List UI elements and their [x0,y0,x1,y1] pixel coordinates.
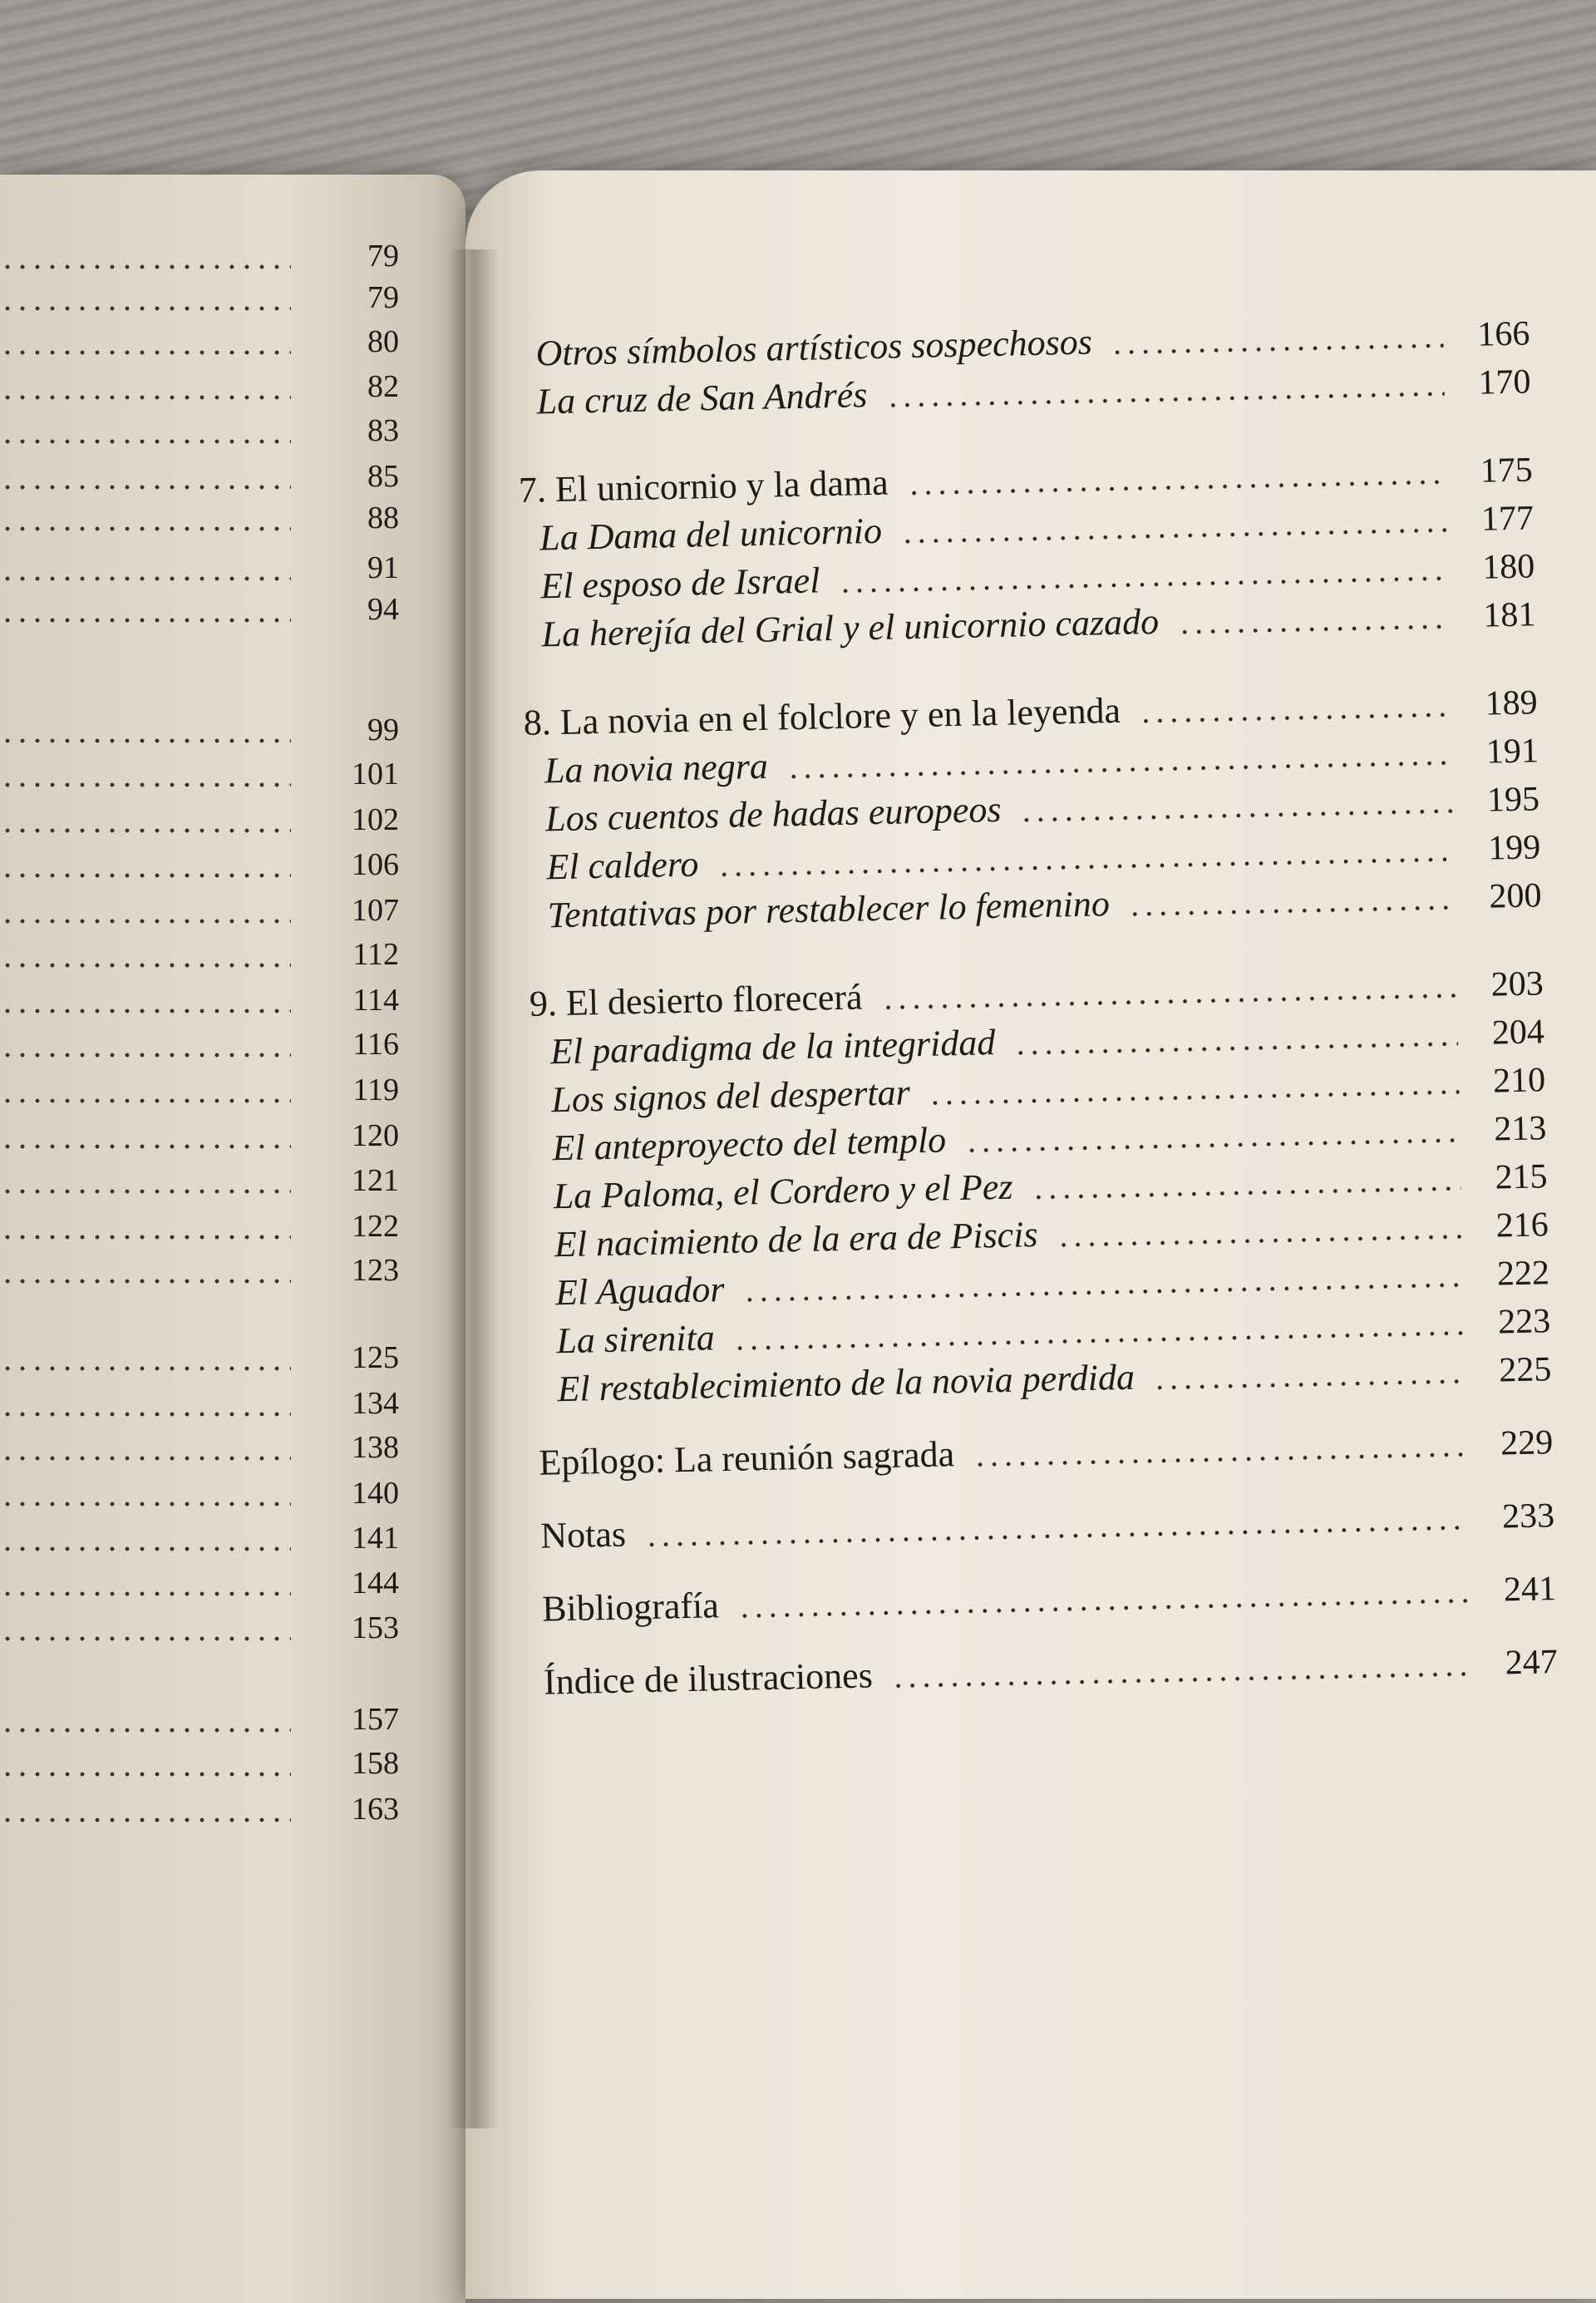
leader-dots [973,1448,1466,1470]
toc-entry-label: La Dama del unicornio [539,510,883,559]
leader-dots [733,1327,1465,1354]
leader-dots [0,1723,291,1738]
left-page-entry [0,407,399,449]
leader-dots [0,345,291,360]
leader-dots [0,521,291,536]
left-page-number: 80 [367,324,399,359]
toc-entry-page: 181 [1482,595,1536,635]
toc-entry-page: 166 [1476,314,1530,354]
toc-entry-page: 180 [1481,547,1535,587]
leader-dots [1177,621,1450,639]
toc-entry-page: 223 [1497,1302,1551,1342]
leader-dots [0,301,291,316]
left-page-number: 101 [352,757,399,792]
left-page-entry [0,453,399,495]
toc-entry-page: 215 [1495,1157,1549,1197]
leader-dots [1057,1230,1463,1250]
left-page-number: 163 [352,1792,399,1827]
leader-dots [0,1361,291,1376]
leader-dots [1013,1038,1458,1058]
left-page-entry [0,545,399,586]
left-page-number: 140 [352,1476,399,1511]
left-page-number: 120 [352,1118,399,1153]
toc-entry-label: El nacimiento de la era de Piscis [554,1214,1039,1265]
leader-dots [0,259,291,274]
left-page-number: 153 [352,1610,399,1645]
leader-dots [1153,1375,1465,1393]
leader-dots [0,733,291,748]
left-page-number: 116 [352,1027,399,1062]
left-page-entry [0,318,399,360]
left-page-entry [0,751,399,792]
left-page-number: 119 [352,1073,399,1107]
left-page-number: 138 [352,1430,399,1465]
left-page-entry [0,586,399,628]
left-page-number: 134 [352,1386,399,1421]
toc-entry-page: 191 [1485,732,1539,772]
left-page-entry [0,1067,399,1108]
left-page-entry [0,887,399,929]
toc-entry-label: El esposo de Israel [539,560,820,607]
toc-chapter-page: 203 [1490,964,1544,1004]
leader-dots [891,1668,1471,1692]
left-page-entry [0,1786,399,1827]
left-page-number: 83 [367,413,399,448]
toc-back-matter-label: Bibliografía [541,1585,720,1630]
leader-dots [0,1093,291,1108]
left-page-number: 123 [352,1253,399,1288]
left-page-number: 94 [367,592,399,627]
leader-dots [839,573,1449,597]
leader-dots [0,1767,291,1782]
left-page-entry [0,1424,399,1466]
toc-back-matter-page: 233 [1501,1497,1555,1536]
left-page-number: 85 [367,459,399,494]
leader-dots [0,1004,291,1018]
left-page-entry [0,233,399,274]
toc-back-matter-label: Notas [539,1513,627,1556]
toc-chapter-page: 189 [1485,683,1539,723]
left-page-entry [0,1470,399,1511]
toc-entry-label: El paradigma de la integridad [549,1022,996,1073]
leader-dots [1128,901,1456,920]
leader-dots [0,613,291,628]
toc-entry-page: 213 [1493,1109,1547,1149]
leader-dots [0,868,291,883]
leader-dots [0,1812,291,1827]
toc-back-matter-page: 229 [1500,1423,1554,1463]
leader-dots [1032,1182,1461,1203]
leader-dots [0,823,291,838]
toc-entry-label: El anteproyecto del templo [552,1119,947,1169]
leader-dots [786,757,1452,783]
leader-dots [0,480,291,495]
toc-back-matter-label: Índice de ilustraciones [543,1655,874,1703]
left-page-number: 125 [352,1340,399,1375]
left-page-number: 122 [352,1209,399,1244]
left-page-number: 99 [367,713,399,747]
leader-dots [1020,805,1454,826]
left-page-number: 79 [367,280,399,315]
toc-back-matter-page: 247 [1505,1643,1559,1683]
left-page-entry [0,1605,399,1646]
toc-entry-label: El restablecimiento de la novia perdida [557,1356,1135,1410]
leader-dots [0,777,291,792]
left-page-number: 141 [352,1521,399,1556]
left-page-number: 157 [352,1702,399,1737]
toc-entry-page: 204 [1491,1013,1545,1053]
toc-entry-page: 210 [1492,1061,1546,1101]
leader-dots [0,1586,291,1601]
left-page-entry [0,1380,399,1422]
left-page-entry [0,1560,399,1601]
leader-dots [0,1274,291,1289]
toc-back-matter-page: 241 [1503,1570,1557,1610]
left-page-entry [0,841,399,883]
toc-entry-page: 177 [1480,499,1534,539]
toc-entry-label: Otros símbolos artísticos sospechosos [535,321,1093,374]
leader-dots [0,1497,291,1511]
leader-dots [0,1541,291,1556]
toc-entry-page: 199 [1487,828,1541,868]
left-page-number: 106 [352,847,399,882]
left-page-number: 79 [367,239,399,274]
left-page-number: 114 [352,983,399,1018]
toc-entry-label: La herejía del Grial y el unicornio cazado [541,600,1160,655]
toc-entry-label: El caldero [545,843,699,888]
leader-dots [1139,709,1451,727]
toc-entry-page: 195 [1486,780,1540,820]
left-page-entry [0,1112,399,1154]
toc-chapter-label: 8. La novia en el folclore y en la leyenda [523,689,1121,743]
left-page [0,175,466,2303]
left-page-entry [0,363,399,405]
leader-dots [900,525,1447,548]
toc-chapter-page: 175 [1480,451,1534,491]
toc-chapter-label: 9. El desierto florecerá [529,976,864,1024]
left-page-entry [0,1021,399,1063]
toc-entry-page: 216 [1495,1206,1549,1245]
left-page-entry [0,1247,399,1289]
leader-dots [743,1279,1464,1305]
toc-entry-label: Tentativas por restablecer lo femenino [547,883,1111,936]
left-page-entry [0,1334,399,1376]
toc-entry-label: El Aguador [554,1268,725,1314]
left-page-entry [0,1740,399,1782]
left-page-entry [0,1515,399,1556]
leader-dots [0,914,291,929]
leader-dots [964,1134,1460,1156]
left-page-number: 82 [367,369,399,404]
toc-entry-page: 225 [1498,1350,1552,1390]
leader-dots [0,1048,291,1063]
toc-entry-label: La sirenita [555,1317,716,1362]
left-page-entry [0,495,399,536]
leader-dots [717,853,1454,880]
leader-dots [0,1184,291,1199]
toc-chapter-label: 7. El unicornio y la dama [518,461,889,510]
toc-entry-label: Los signos del despertar [550,1072,911,1121]
toc-entry-label: Los cuentos de hadas europeos [544,788,1002,840]
left-page-entry [0,1696,399,1738]
left-page-number: 121 [352,1163,399,1198]
toc-entry-page: 222 [1496,1254,1550,1294]
left-page-entry [0,707,399,748]
left-page-entry [0,274,399,316]
leader-dots [907,476,1446,500]
leader-dots [0,958,291,973]
left-page-number: 88 [367,501,399,535]
book-gutter [449,249,499,2128]
leader-dots [0,1407,291,1422]
left-page-number: 112 [352,937,399,972]
left-page-entry [0,1203,399,1245]
left-page-number-list [0,175,466,2303]
toc-entry-label: La novia negra [544,745,769,792]
left-page-entry [0,931,399,973]
left-page-number: 107 [352,893,399,928]
toc-back-matter-label: Epílogo: La reunión sagrada [538,1433,955,1483]
left-page-number: 102 [352,802,399,837]
leader-dots [0,1139,291,1154]
toc-entry-label: La cruz de San Andrés [536,374,868,422]
leader-dots [737,1595,1470,1621]
leader-dots [0,1230,291,1245]
left-page-entry [0,1157,399,1199]
leader-dots [0,390,291,405]
leader-dots [0,1631,291,1646]
leader-dots [1111,340,1444,358]
left-page-entry [0,796,399,838]
leader-dots [881,989,1457,1013]
leader-dots [0,571,291,586]
leader-dots [0,1451,291,1466]
left-page-number: 158 [352,1746,399,1781]
leader-dots [0,434,291,449]
toc-entry-label: La Paloma, el Cordero y el Pez [553,1166,1013,1217]
leader-dots [885,388,1445,412]
table-of-contents [515,311,1558,1709]
left-page-number: 144 [352,1566,399,1600]
toc-entry-page: 200 [1488,876,1542,916]
left-page-number: 91 [367,550,399,585]
left-page-entry [0,977,399,1018]
leader-dots [929,1086,1460,1108]
toc-entry-page: 170 [1478,362,1531,402]
